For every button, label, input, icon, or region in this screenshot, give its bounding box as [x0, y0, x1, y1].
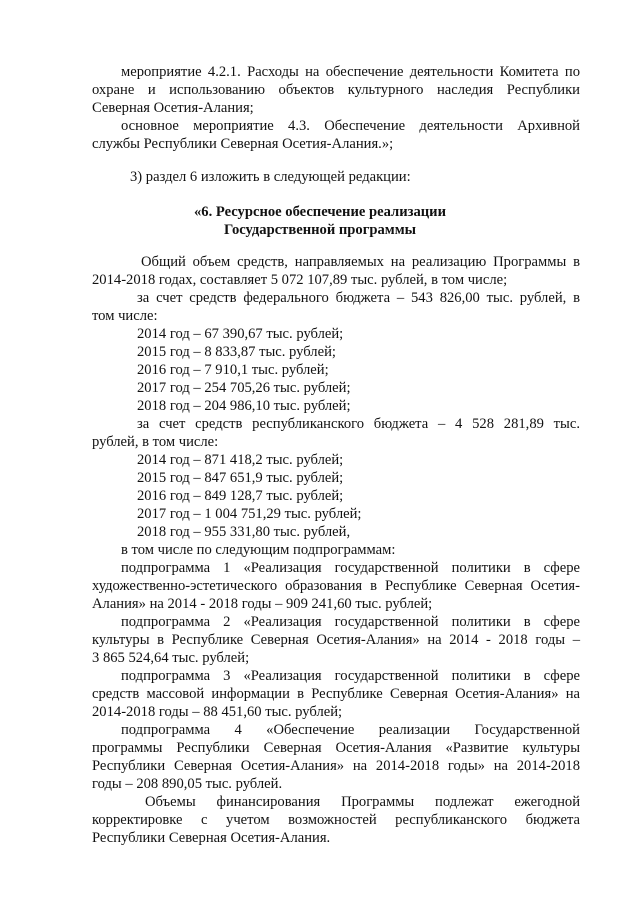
text-line: Республики Северная Осетия-Алания» на 2014-2018 годы» на 2014-2018 [92, 758, 580, 774]
text-line: корректировке с учетом возможностей республиканского бюджета [92, 812, 580, 828]
section-heading-line1: «6. Ресурсное обеспечение реализации [194, 204, 446, 220]
text-line: средств массовой информации в Республике Северная Осетия-Алания» на [92, 686, 580, 702]
year-line: 2014 год – 871 418,2 тыс. рублей; [137, 452, 344, 468]
text-line: подпрограмма 4 «Обеспечение реализации Государственной [121, 722, 580, 738]
year-line: 2015 год – 847 651,9 тыс. рублей; [137, 470, 344, 486]
text-line: в том числе по следующим подпрограммам: [121, 542, 396, 558]
year-line: 2015 год – 8 833,87 тыс. рублей; [137, 344, 336, 360]
text-line: подпрограмма 3 «Реализация государственной политики в сфере [121, 668, 580, 684]
year-line: 2016 год – 849 128,7 тыс. рублей; [137, 488, 344, 504]
section-heading-line2: Государственной программы [223, 222, 417, 238]
text-line: Общий объем средств, направляемых на реализацию Программы в [141, 254, 580, 270]
text-line: основное мероприятие 4.3. Обеспечение деятельности Архивной [121, 118, 580, 134]
year-line: 2014 год – 67 390,67 тыс. рублей; [137, 326, 344, 342]
year-line: 2017 год – 254 705,26 тыс. рублей; [137, 380, 351, 396]
text-line: том числе: [92, 308, 158, 324]
text-line: 2014-2018 годы – 88 451,60 тыс. рублей; [92, 704, 343, 720]
text-line: Алания» на 2014 - 2018 годы – 909 241,60 тыс. рублей; [92, 596, 433, 612]
text-line: программы Республики Северная Осетия-Алания «Развитие культуры [92, 740, 580, 756]
year-line: 2016 год – 7 910,1 тыс. рублей; [137, 362, 329, 378]
text-line: 3 865 524,64 тыс. рублей; [92, 650, 250, 666]
text-line: культуры в Республике Северная Осетия-Алания» на 2014 - 2018 годы – [92, 632, 580, 648]
text-line: художественно-эстетического образования в Республике Северная Осетия- [92, 578, 580, 594]
text-line: подпрограмма 1 «Реализация государственной политики в сфере [121, 560, 580, 576]
year-line: 2018 год – 204 986,10 тыс. рублей; [137, 398, 351, 414]
text-line: подпрограмма 2 «Реализация государственной политики в сфере [121, 614, 580, 630]
list-item-3: 3) раздел 6 изложить в следующей редакции: [130, 169, 411, 185]
text-line: Северная Осетия-Алания; [92, 100, 254, 116]
text-line: охране и использованию объектов культурного наследия Республики [92, 82, 580, 98]
text-line: годы – 208 890,05 тыс. рублей. [92, 776, 283, 792]
text-line: рублей, в том числе: [92, 434, 219, 450]
text-line: за счет средств республиканского бюджета – 4 528 281,89 тыс. [137, 416, 580, 432]
text-line: Объемы финансирования Программы подлежат ежегодной [145, 794, 580, 810]
text-line: мероприятие 4.2.1. Расходы на обеспечение деятельности Комитета по [121, 64, 580, 80]
text-line: за счет средств федерального бюджета – 543 826,00 тыс. рублей, в [137, 290, 580, 306]
year-line: 2018 год – 955 331,80 тыс. рублей, [137, 524, 351, 540]
year-line: 2017 год – 1 004 751,29 тыс. рублей; [137, 506, 362, 522]
text-line: 2014-2018 годах, составляет 5 072 107,89 тыс. рублей, в том числе; [92, 272, 508, 288]
text-line: службы Республики Северная Осетия-Алания.»; [92, 136, 394, 152]
text-line: Республики Северная Осетия-Алания. [92, 830, 331, 846]
